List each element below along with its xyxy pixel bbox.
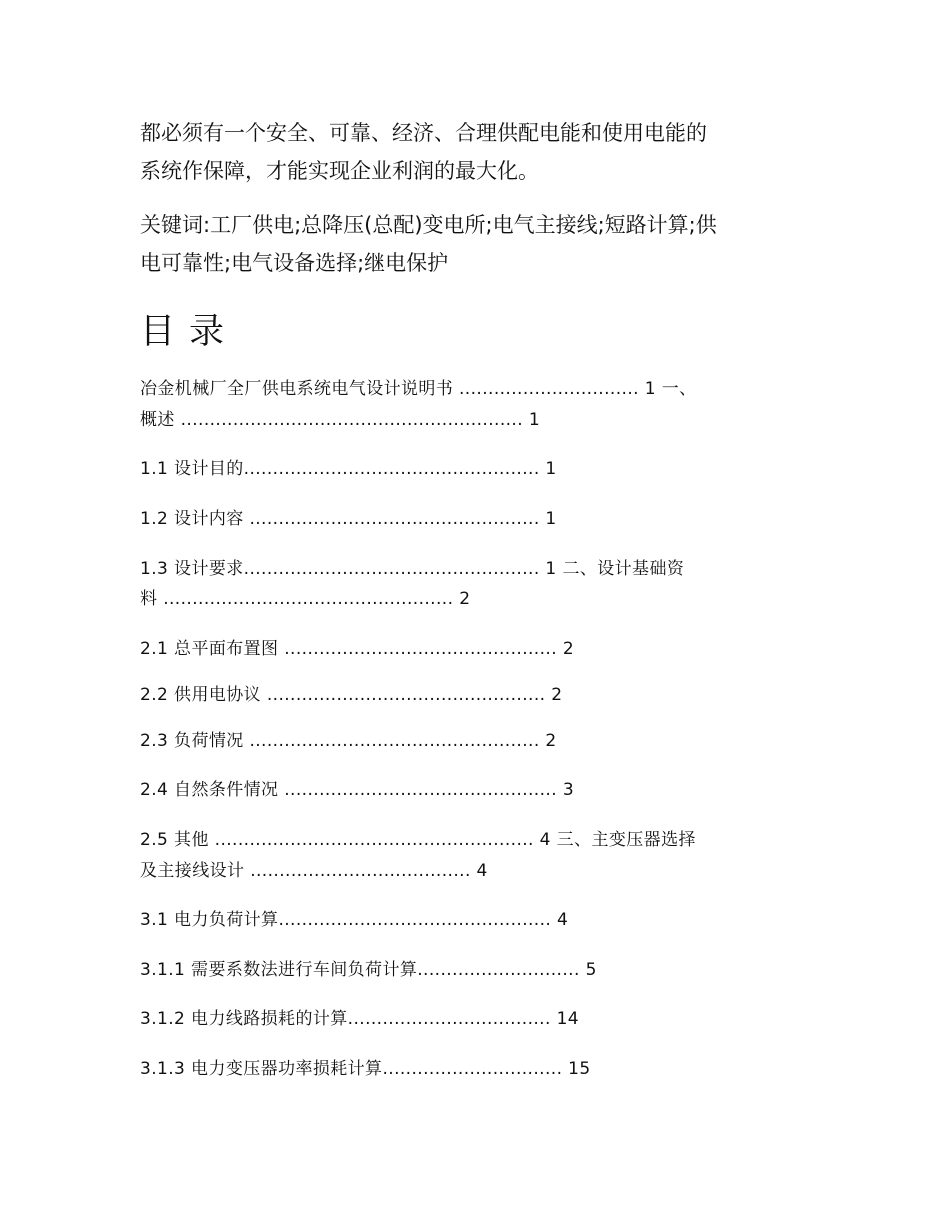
toc-entry: 冶金机械厂全厂供电系统电气设计说明书 ............................... 1 一、: [140, 379, 697, 399]
toc-entry: 2.3 负荷情况 .................................................. 2: [140, 731, 557, 751]
toc-entry: 2.5 其他 ....................................................... 4 三、主变压器选择: [140, 830, 696, 850]
toc-entry: 3.1.1 需要系数法进行车间负荷计算............................ 5: [140, 960, 597, 980]
toc-entry: 2.2 供用电协议 ................................................ 2: [140, 685, 563, 705]
abstract-line-1: 都必须有一个安全、可靠、经济、合理供配电能和使用电能的: [140, 121, 707, 145]
keywords-line-2: 电可靠性;电气设备选择;继电保护: [140, 251, 449, 275]
toc-entry: 2.1 总平面布置图 ............................................... 2: [140, 639, 575, 659]
toc-entry: 1.3 设计要求................................................... 1 二、设计基础资: [140, 559, 685, 579]
toc-title: 目录: [140, 312, 239, 352]
toc-entry: 3.1.3 电力变压器功率损耗计算............................... 15: [140, 1059, 591, 1079]
toc-entry: 及主接线设计 ...................................... 4: [140, 861, 488, 881]
toc-entry: 概述 ........................................................... 1: [140, 410, 541, 430]
abstract-line-2: 系统作保障，才能实现企业利润的最大化。: [140, 159, 539, 183]
toc-entry: 3.1 电力负荷计算............................................... 4: [140, 910, 569, 930]
keywords-line-1: 关键词:工厂供电;总降压(总配)变电所;电气主接线;短路计算;供: [140, 213, 717, 237]
toc-entry: 1.1 设计目的................................................... 1: [140, 459, 557, 479]
toc-entry: 3.1.2 电力线路损耗的计算................................... 14: [140, 1009, 580, 1029]
toc-entry: 1.2 设计内容 .................................................. 1: [140, 509, 557, 529]
toc-entry: 料 .................................................. 2: [140, 589, 471, 609]
toc-entry: 2.4 自然条件情况 ............................................... 3: [140, 780, 575, 800]
